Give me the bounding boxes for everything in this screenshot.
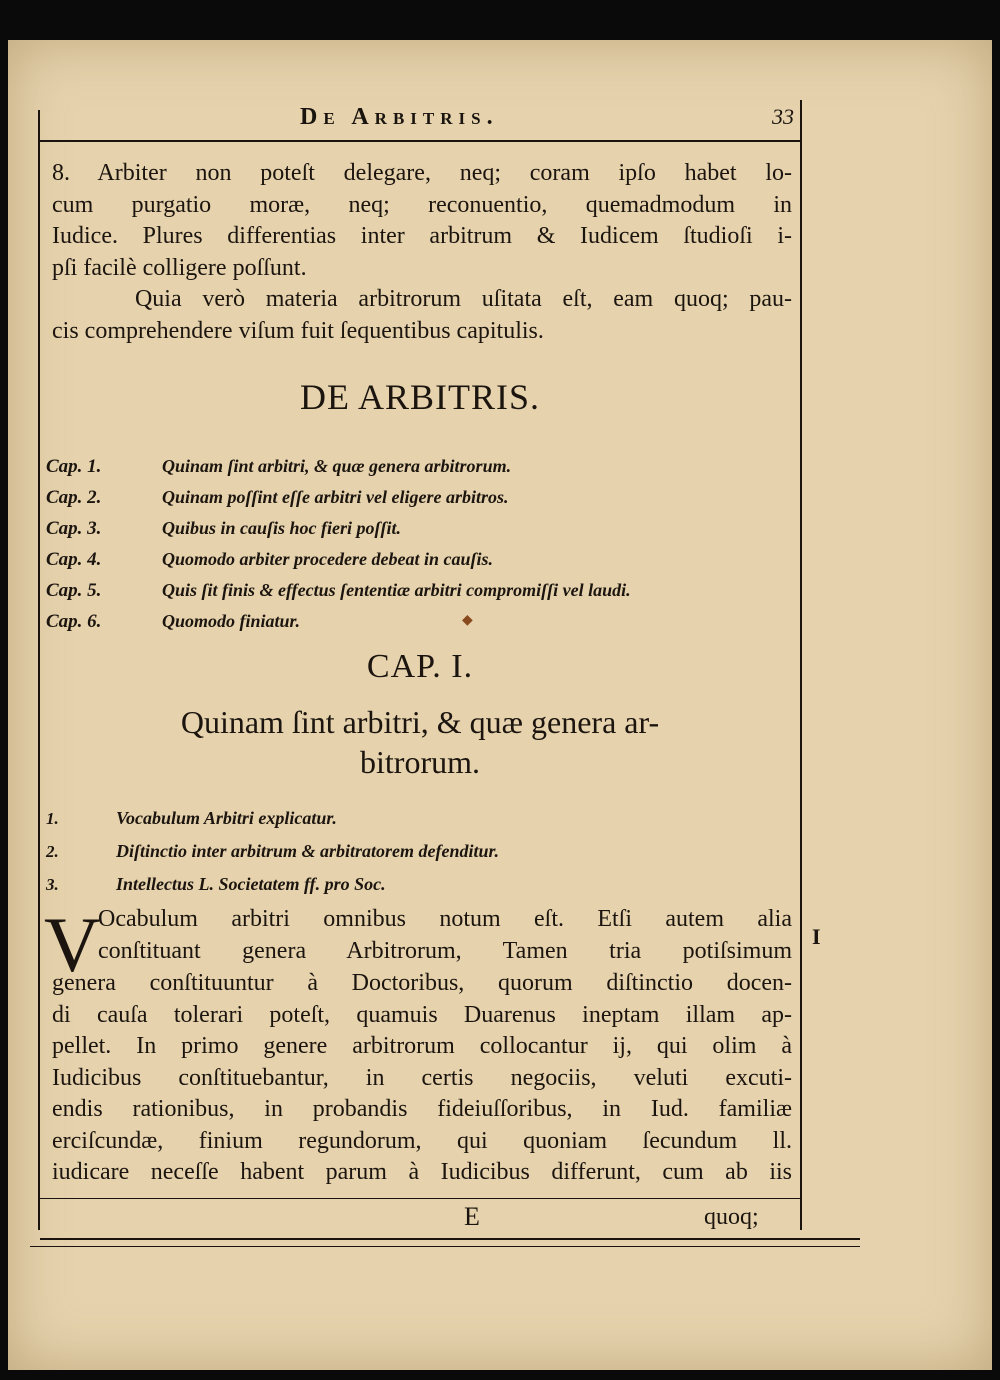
footer-rule xyxy=(40,1198,800,1199)
summary-text: Diſtinctio inter arbitrum & arbitratorem defenditur. xyxy=(116,841,500,861)
text-line: genera conſtituuntur à Doctoribus, quorum diſtinctio docen- xyxy=(52,970,792,996)
summary-row xyxy=(46,841,806,874)
toc-row xyxy=(46,611,806,642)
text-line: di cauſa tolerari poteſt, quamuis Duarenus ineptam illam ap- xyxy=(52,1001,792,1028)
summary-number: 1. xyxy=(46,809,59,828)
body-paragraph xyxy=(52,968,792,1189)
catchword: quoq; xyxy=(704,1204,759,1230)
header-rule xyxy=(40,140,800,142)
text-line: cum purgatio moræ, neq; reconuentio, quemadmodum in xyxy=(52,191,792,218)
summary-number: 2. xyxy=(46,842,59,861)
text-line: Iudice. Plures differentias inter arbitrum & Iudicem ſtudioſi i- xyxy=(52,223,792,249)
toc-row xyxy=(46,487,806,518)
text-line: 8. Arbiter non poteſt delegare, neq; coram ipſo habet lo- xyxy=(52,160,792,186)
body-second-line xyxy=(98,936,792,968)
page-number: 33 xyxy=(772,104,794,129)
toc-row xyxy=(46,456,806,487)
toc-row xyxy=(46,580,806,611)
toc-number: Cap. 2. xyxy=(46,487,102,508)
toc-number: Cap. 1. xyxy=(46,456,102,477)
toc-title: Quomodo arbiter procedere debeat in cauſis. xyxy=(162,549,493,569)
toc-title: Quis ſit finis & effectus ſententiæ arbitri compromiſſi vel laudi. xyxy=(162,580,631,600)
toc-number: Cap. 5. xyxy=(46,580,102,601)
summary-text: Vocabulum Arbitri explicatur. xyxy=(116,808,337,828)
chapter-heading: CAP. I. xyxy=(366,648,474,685)
footer-double-rule-lower xyxy=(30,1246,860,1247)
summary-number: 3. xyxy=(46,875,59,894)
toc-title: Quinam ſint arbitri, & quæ genera arbitrorum. xyxy=(162,456,512,476)
drop-cap: V xyxy=(44,901,101,988)
text-line: pellet. In primo genere arbitrorum collocantur ij, qui olim à xyxy=(52,1033,792,1059)
signature-mark: E xyxy=(464,1202,480,1231)
ornament-icon: ◆ xyxy=(462,613,473,628)
text-line: erciſcundæ, finium regundorum, qui quoniam ſecundum ll. xyxy=(52,1127,792,1154)
summary-row xyxy=(46,874,806,907)
text-line: cis comprehendere viſum fuit ſequentibus capitulis. xyxy=(52,317,544,344)
footer-double-rule xyxy=(40,1238,860,1240)
summary-text: Intellectus L. Societatem ff. pro Soc. xyxy=(116,874,386,894)
chapter-summary xyxy=(46,808,806,907)
text-line: pſi facilè colligere poſſunt. xyxy=(52,254,307,281)
chapter-title: Quinam ſint arbitri, & quæ genera ar- bitrorum. xyxy=(180,704,660,780)
toc-row xyxy=(46,549,806,580)
running-head: De Arbitris. xyxy=(300,104,499,130)
section-title: DE ARBITRIS. xyxy=(299,377,541,417)
body-first-line xyxy=(98,904,792,936)
text-line: Iudicibus conſtituebantur, in certis negociis, veluti excuti- xyxy=(52,1064,792,1091)
toc-title: Quibus in cauſis hoc fieri poſſit. xyxy=(162,518,402,538)
margin-note: I xyxy=(812,924,821,949)
toc-number: Cap. 3. xyxy=(46,518,102,539)
text-line: iudicare neceſſe habent parum à Iudicibus differunt, cum ab iis xyxy=(52,1159,792,1185)
toc-number: Cap. 6. xyxy=(46,611,102,632)
intro-paragraph-2 xyxy=(52,284,792,347)
summary-row xyxy=(46,808,806,841)
intro-paragraph xyxy=(52,158,792,284)
toc-number: Cap. 4. xyxy=(46,549,102,570)
toc-title: Quinam poſſint eſſe arbitri vel eligere arbitros. xyxy=(162,487,509,507)
text-line: Quia verò materia arbitrorum uſitata eſt, eam quoq; pau- xyxy=(52,286,792,312)
text-line: endis rationibus, in probandis fideiuſſoribus, in Iud. familiæ xyxy=(52,1096,792,1122)
toc-title: Quomodo finiatur. xyxy=(162,611,301,631)
toc-row xyxy=(46,518,806,549)
text-line: Ocabulum arbitri omnibus notum eſt. Etſi autem alia xyxy=(98,906,792,932)
text-line: conſtituant genera Arbitrorum, Tamen tria potiſsimum xyxy=(98,938,792,964)
chapter-list xyxy=(46,456,806,642)
